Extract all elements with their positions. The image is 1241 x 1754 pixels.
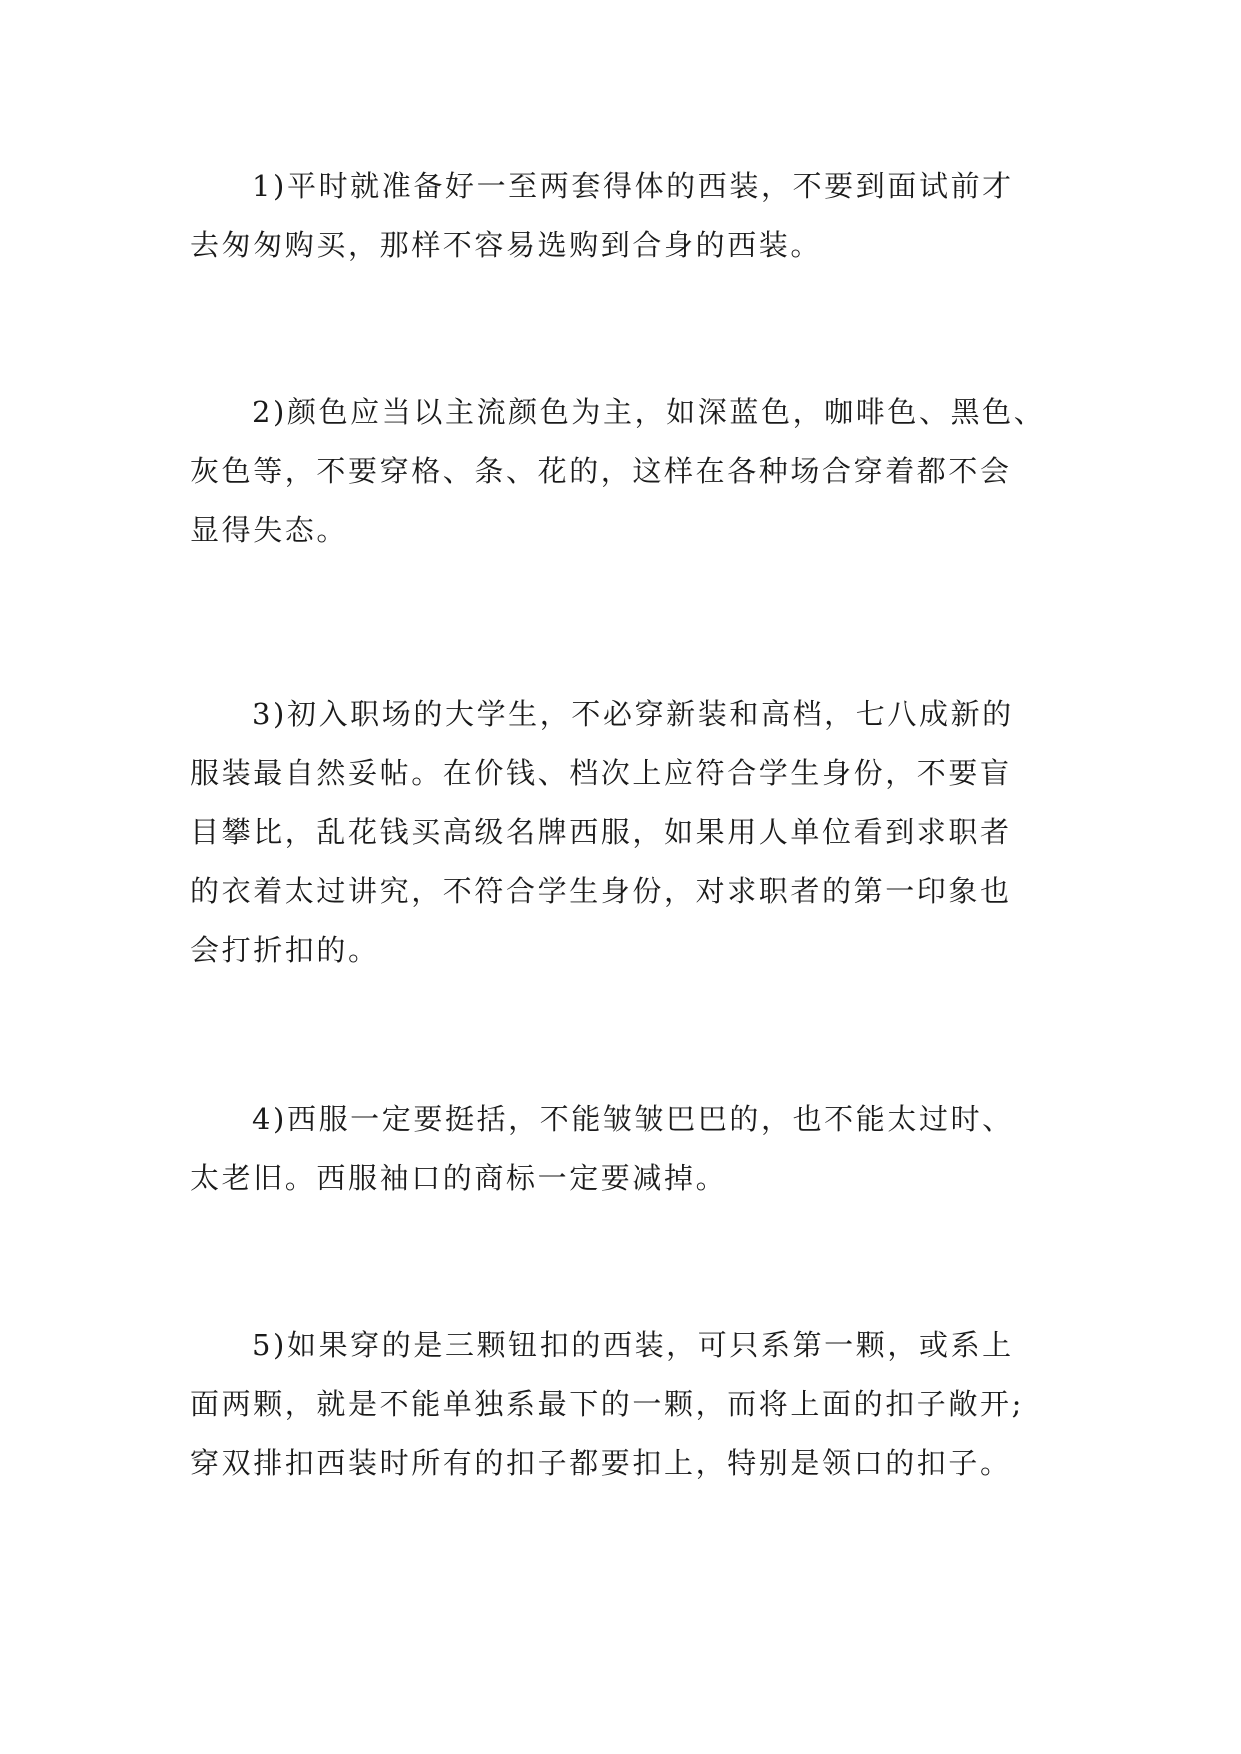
paragraph-line: 4)西服一定要挺括，不能皱皱巴巴的，也不能太过时、 — [252, 1102, 1014, 1136]
paragraph-line: 太老旧。西服袖口的商标一定要减掉。 — [190, 1161, 728, 1195]
paragraph-line: 穿双排扣西装时所有的扣子都要扣上，特别是领口的扣子。 — [190, 1446, 1012, 1480]
paragraph-line: 的衣着太过讲究，不符合学生身份，对求职者的第一印象也 — [190, 874, 1012, 908]
paragraph-line: 5)如果穿的是三颗钮扣的西装，可只系第一颗，或系上 — [252, 1328, 1014, 1362]
paragraph-line: 服装最自然妥帖。在价钱、档次上应符合学生身份，不要盲 — [190, 756, 1012, 790]
paragraph-line: 3)初入职场的大学生，不必穿新装和高档，七八成新的 — [252, 697, 1014, 731]
paragraph-line: 1)平时就准备好一至两套得体的西装，不要到面试前才 — [252, 169, 1014, 203]
paragraph-line: 显得失态。 — [190, 513, 349, 547]
paragraph-line: 面两颗，就是不能单独系最下的一颗，而将上面的扣子敞开; — [190, 1387, 1024, 1421]
paragraph-line: 会打折扣的。 — [190, 933, 380, 967]
paragraph-line: 灰色等，不要穿格、条、花的，这样在各种场合穿着都不会 — [190, 454, 1012, 488]
paragraph-line: 目攀比，乱花钱买高级名牌西服，如果用人单位看到求职者 — [190, 815, 1012, 849]
paragraph-line: 去匆匆购买，那样不容易选购到合身的西装。 — [190, 228, 823, 262]
paragraph-line: 2)颜色应当以主流颜色为主，如深蓝色，咖啡色、黑色、 — [252, 395, 1046, 429]
